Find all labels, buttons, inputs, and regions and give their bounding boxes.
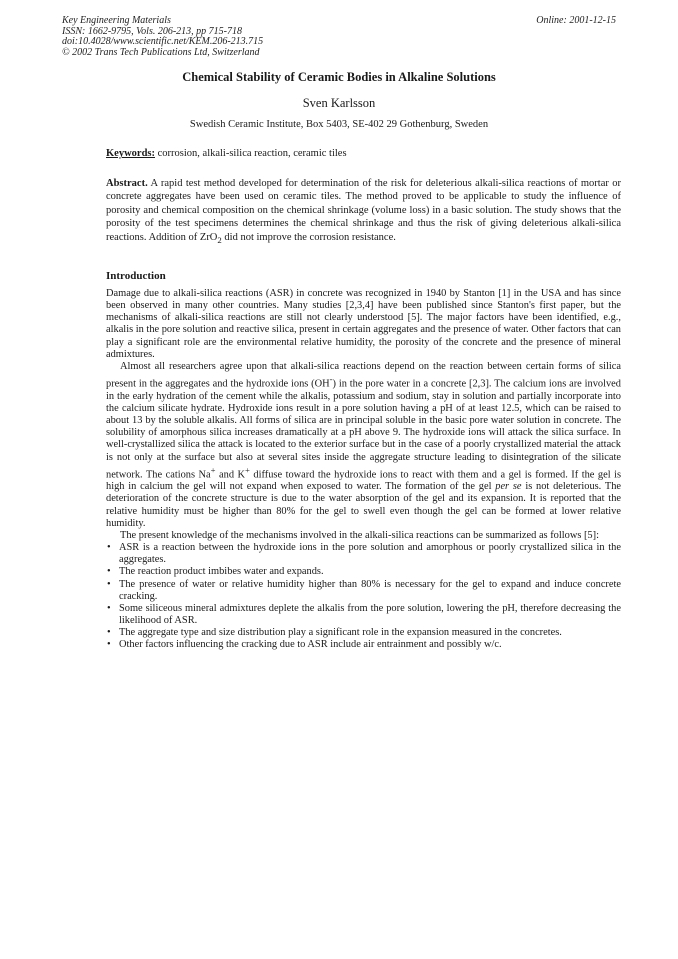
bullet-icon: •: [107, 602, 111, 614]
copyright-line: © 2002 Trans Tech Publications Ltd, Switzerland: [62, 46, 260, 58]
mechanism-list: [106, 542, 621, 651]
abstract-subscript: 2: [217, 234, 222, 245]
paper-title: Chemical Stability of Ceramic Bodies in Alkaline Solutions: [182, 70, 496, 84]
bullet-icon: •: [107, 639, 111, 651]
author-affiliation: Swedish Ceramic Institute, Box 5403, SE-402 29 Gothenburg, Sweden: [189, 119, 489, 130]
online-date: Online: 2001-12-15: [536, 15, 616, 26]
section-heading-introduction: Introduction: [106, 270, 166, 282]
page-header: [62, 16, 616, 58]
keywords-text: corrosion, alkali-silica reaction, ceramic tiles: [155, 148, 347, 159]
issn-line: ISSN: 1662-9795, Vols. 206-213, pp 715-718: [62, 25, 242, 37]
list-item: • ASR is a reaction between the hydroxide ions in the pore solution and amorphous or poorly crystallized silica in the aggregates.: [107, 542, 621, 566]
bullet-icon: •: [107, 566, 111, 578]
abstract: [106, 177, 621, 247]
list-item: • The aggregate type and size distribution play a significant role in the expansion measured in the concretes.: [107, 627, 562, 639]
introduction-body: [106, 288, 621, 651]
abstract-text-end: did not improve the corrosion resistance.: [221, 231, 396, 243]
publication-info: [62, 16, 616, 58]
abstract-text: A rapid test method developed for determination of the risk for deleterious alkali-silica reactions of mortar or concrete aggregates have been used on ceramic tiles. The method proved to be applicable to study the influence of porosity and chemical composition on the chemical shrinkage (volume loss) in a basic solution. The study shows that the porosity of the test specimens determines the chemical shrinkage and thus the risk of giving deleterious alkali-silica reactions. Addition of ZrO: [106, 178, 621, 243]
list-item: • The reaction product imbibes water and expands.: [107, 566, 324, 578]
list-item: • The presence of water or relative humidity higher than 80% is necessary for the gel to expand and induce concrete cracking.: [107, 578, 621, 602]
keywords-label: Keywords:: [106, 148, 155, 159]
bullet-icon: •: [107, 578, 111, 590]
keywords: [106, 148, 621, 159]
paragraph: Damage due to alkali-silica reactions (ASR) in concrete was recognized in 1940 by Stanton [1] in the USA and has since been observed in many other countries. Many studies [2,3,4] have been published since Stanton's first paper, but the mechanisms of alkali-silica reactions are still not clearly understood [5]. The major factors have been identified, e.g., alkalis in the pore solution and reactive silica, present in certain aggregates and the presence of water. Other factors that can play a significant role are the environmental relative humidity, the porosity of the concrete and the presence of mineral admixtures.: [106, 288, 621, 360]
list-item: • Some siliceous mineral admixtures deplete the alkalis from the pore solution, lowering the pH, therefore decreasing the likelihood of ASR.: [107, 602, 621, 626]
paragraph: The present knowledge of the mechanisms involved in the alkali-silica reactions can be summarized as follows [5]:: [120, 529, 599, 541]
doi-line: doi:10.4028/www.scientific.net/KEM.206-213.715: [62, 36, 264, 47]
abstract-label: Abstract.: [106, 178, 148, 189]
author-name: Sven Karlsson: [302, 96, 376, 110]
list-item: • Other factors influencing the cracking due to ASR include air entrainment and possibly w/c.: [107, 639, 502, 651]
paragraph: Almost all researchers agree upon that alkali-silica reactions depend on the reaction between certain forms of silica present in the aggregates and the hydroxide ions (OH-) in the pore water in a concrete [2,3]. The calcium ions are involved in the early hydration of the cement while the alkalis, potassium and sodium, stay in solution and partially incorporate into the calcium silicate hydrate. Hydroxide ions result in a pore solution having a pH of at least 12.5, which can be raised to about 13 by the soluble alkalis. All forms of silica are in principal soluble in the basic pore water solution in concrete. The solubility of amorphous silica increases dramatically at a pH above 9. The hydroxide ions will attack the silica surface. In well-crystallized silica the attack is located to the exterior surface but in the case of a poorly crystallized material the attack is not only at the surface but also at several sites inside the aggregate structure leading to disintegration of the silicate network. The cations Na+ and K+ diffuse toward the hydroxide ions to react with them and a gel is formed. If the gel is high in calcium the gel will not expand when exposed to water. The formation of the gel per se is not deleterious. The deterioration of the concrete structure is due to the water absorption of the gel and its expansion. It is reported that the relative humidity must be higher than 80% for the gel to swell even though the gel can be formed at lower relative humidity.: [106, 360, 622, 529]
bullet-icon: •: [107, 627, 111, 639]
journal-name: Key Engineering Materials: [62, 15, 171, 26]
bullet-icon: •: [107, 542, 111, 554]
